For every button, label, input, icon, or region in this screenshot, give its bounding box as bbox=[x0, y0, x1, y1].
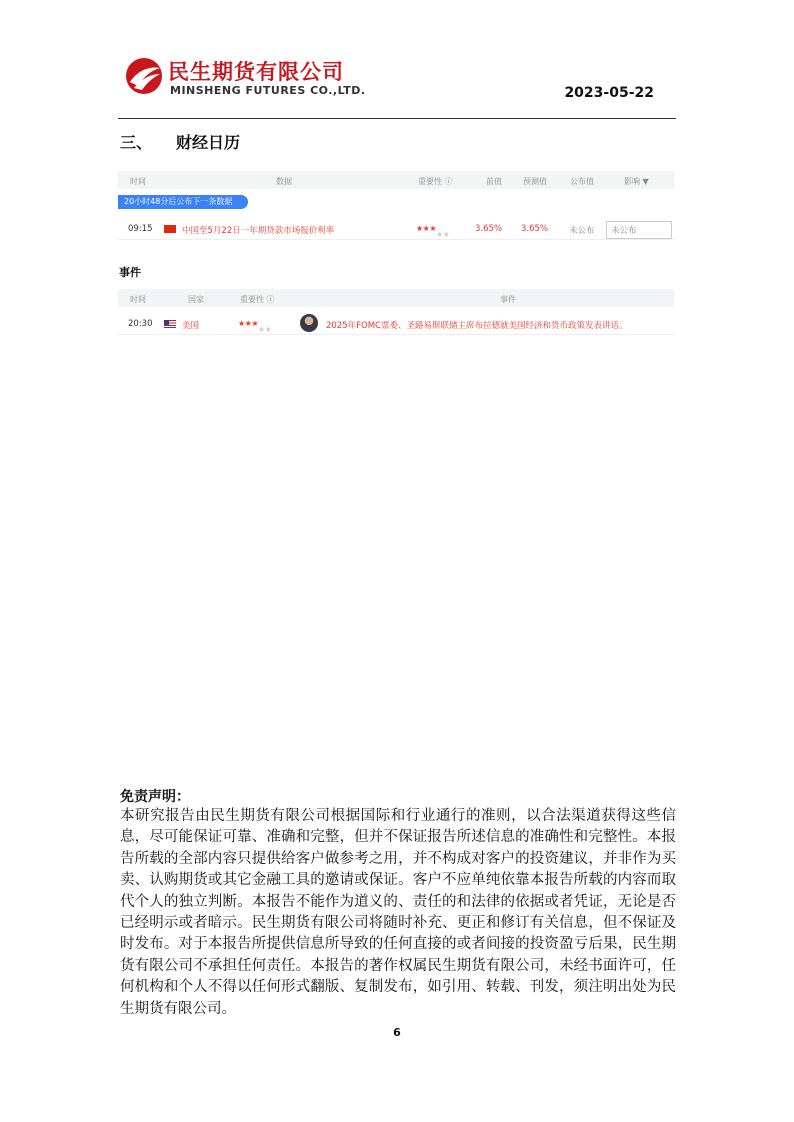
section-number: 三、 bbox=[120, 133, 153, 152]
row-data-name[interactable]: 中国至5月22日一年期贷款市场报价利率 bbox=[182, 226, 335, 236]
impact-box: 未公布 bbox=[606, 221, 672, 239]
events-col-event: 事件 bbox=[500, 295, 516, 304]
info-icon: ⓘ bbox=[444, 177, 453, 186]
importance-stars: ★★★ ★★ bbox=[416, 224, 450, 239]
report-date: 2023-05-22 bbox=[564, 85, 654, 101]
info-icon: ⓘ bbox=[266, 295, 275, 304]
col-data: 数据 bbox=[276, 177, 292, 186]
events-col-importance[interactable] bbox=[240, 294, 275, 305]
event-country: 美国 bbox=[182, 321, 200, 331]
importance-stars: ★★★ ★★ bbox=[238, 319, 272, 334]
col-impact-label: 影响 bbox=[624, 177, 640, 186]
calendar-header-row bbox=[118, 171, 674, 189]
usa-flag-icon bbox=[164, 320, 176, 328]
disclaimer-title: 免责声明： bbox=[120, 789, 190, 805]
col-time: 时间 bbox=[130, 177, 146, 186]
col-importance[interactable] bbox=[418, 176, 453, 187]
row-actual: 未公布 bbox=[569, 226, 595, 236]
col-previous: 前值 bbox=[486, 177, 502, 186]
logo-text-en: MINSHENG FUTURES CO.,LTD. bbox=[170, 84, 366, 97]
speaker-avatar bbox=[300, 314, 318, 332]
event-time: 20:30 bbox=[128, 319, 153, 329]
logo-text-cn: 民生期货有限公司 bbox=[168, 60, 344, 84]
section-title: 财经日历 bbox=[176, 133, 241, 152]
events-col-country: 国家 bbox=[188, 295, 204, 304]
page-number: 6 bbox=[393, 1026, 401, 1039]
section-heading bbox=[120, 130, 240, 153]
table-row[interactable] bbox=[118, 313, 674, 335]
col-actual: 公布值 bbox=[570, 177, 594, 186]
countdown-badge: 20小时48分后公布下一条数据 bbox=[118, 195, 248, 209]
row-forecast: 3.65% bbox=[521, 224, 549, 234]
minsheng-logo-icon bbox=[124, 56, 164, 96]
row-previous: 3.65% bbox=[475, 224, 503, 234]
events-col-importance-label: 重要性 bbox=[240, 295, 264, 304]
col-impact[interactable] bbox=[624, 176, 649, 187]
row-time: 09:15 bbox=[128, 224, 153, 234]
events-heading: 事件 bbox=[119, 266, 141, 279]
event-description[interactable]: 2025年FOMC票委、圣路易斯联储主席布拉德就美国经济和货币政策发表讲话。 bbox=[326, 321, 628, 331]
col-importance-label: 重要性 bbox=[418, 177, 442, 186]
header-divider bbox=[118, 118, 676, 119]
china-flag-icon bbox=[164, 225, 176, 233]
events-header-row bbox=[118, 289, 674, 307]
company-logo bbox=[124, 56, 364, 100]
disclaimer-text: 本研究报告由民生期货有限公司根据国际和行业通行的准则，以合法渠道获得这些信息，尽可能保证可靠、准确和完整，但并不保证报告所述信息的准确性和完整性。本报告所载的全部内容只提供给客户做参考之用，并不构成对客户的投资建议，并非作为买卖、认购期货或其它金融工具的邀请或保证。客户不应单纯依靠本报告所载的内容而取代个人的独立判断。本报告不能作为道义的、责任的和法律的依据或者凭证，无论是否已经明示或者暗示。民生期货有限公司将随时补充、更正和修订有关信息，但不保证及时发布。对于本报告所提供信息所导致的任何直接的或者间接的投资盈亏后果，民生期货有限公司不承担任何责任。本报告的著作权属民生期货有限公司，未经书面许可，任何机构和个人不得以任何形式翻版、复制发布，如引用、转载、刊发，须注明出处为民生期货有限公司。 bbox=[120, 808, 676, 1017]
caret-down-icon: ▼ bbox=[642, 177, 649, 186]
table-row[interactable] bbox=[118, 218, 674, 240]
col-forecast: 预测值 bbox=[523, 177, 547, 186]
events-col-time: 时间 bbox=[130, 295, 146, 304]
